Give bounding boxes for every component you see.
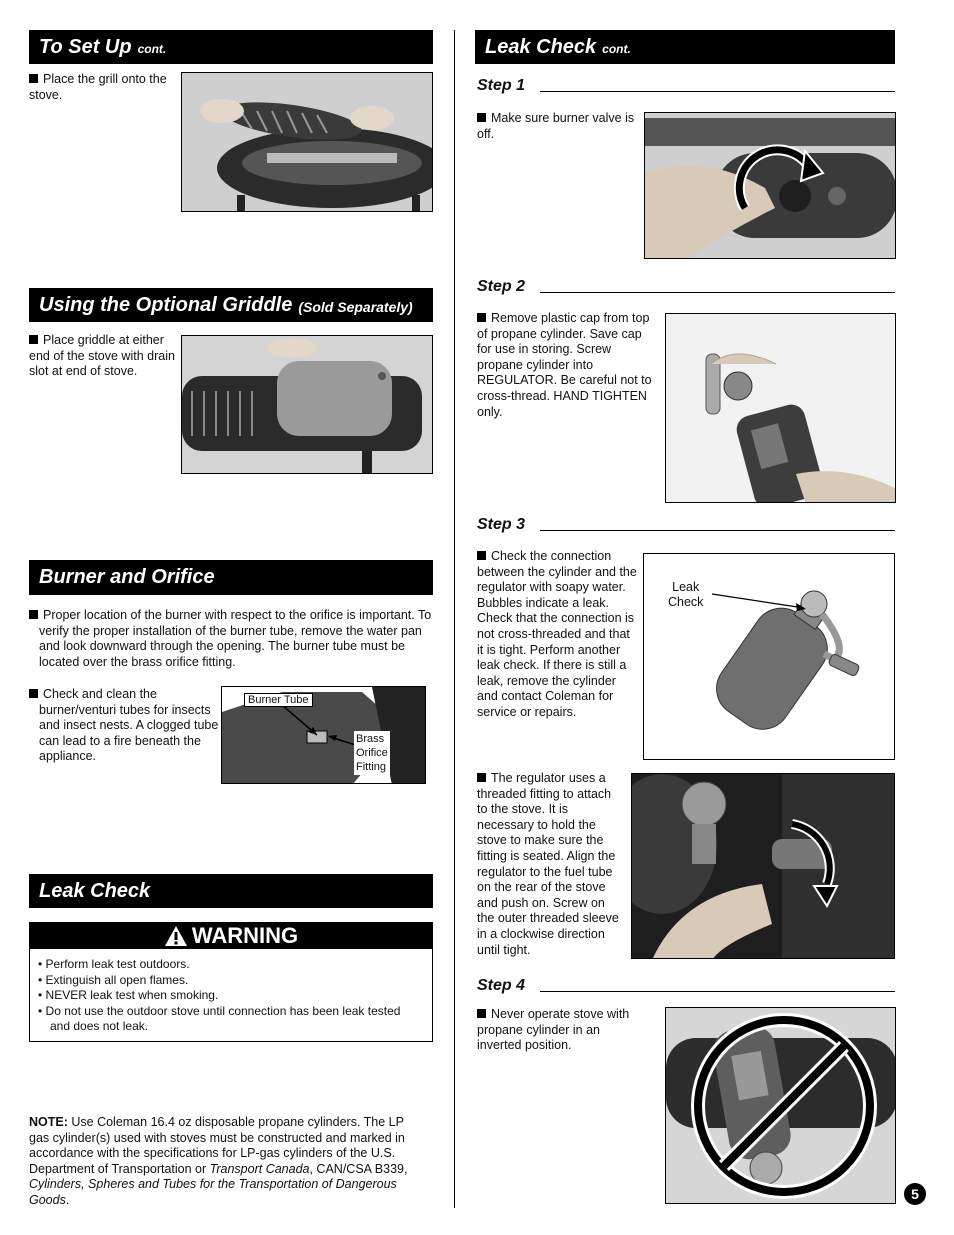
bullet-square-icon xyxy=(29,689,38,698)
leak-check-cont-suffix: cont. xyxy=(602,42,631,56)
step4-label: Step 4 xyxy=(477,977,526,994)
warning-item: • Perform leak test outdoors. xyxy=(38,957,190,971)
step3-label: Step 3 xyxy=(477,516,526,533)
warning-item: • Do not use the outdoor stove until connection has been leak tested and does not leak. xyxy=(38,1003,401,1033)
setup-instruction: Place the grill onto the stove. xyxy=(29,72,167,102)
inverted-cylinder-prohibited-photo xyxy=(665,1007,896,1204)
bullet-square-icon xyxy=(29,610,38,619)
step2-label: Step 2 xyxy=(477,278,526,295)
griddle-title-suffix: (Sold Separately) xyxy=(298,299,413,315)
bullet-square-icon xyxy=(477,313,486,322)
brass-orifice-fitting-label: Brass Orifice Fitting xyxy=(356,733,388,773)
column-divider xyxy=(454,30,455,1208)
griddle-instruction: Place griddle at either end of the stove with drain slot at end of stove. xyxy=(29,333,175,379)
step1-text: Make sure burner valve is off. xyxy=(477,111,635,141)
leak-check-title: Leak Check xyxy=(39,879,151,902)
burner-tube-diagram xyxy=(221,686,426,784)
bullet-square-icon xyxy=(477,773,486,782)
leak-check-diagram xyxy=(643,553,895,760)
page-number: 5 xyxy=(904,1183,926,1205)
bullet-square-icon xyxy=(477,113,486,122)
step2-rule xyxy=(540,292,895,293)
warning-item: • NEVER leak test when smoking. xyxy=(38,988,219,1002)
warning-box xyxy=(29,922,433,1042)
warning-header xyxy=(30,923,432,949)
warning-list xyxy=(30,957,432,1035)
warning-triangle-icon xyxy=(164,925,188,947)
leak-check-callout: Leak Check xyxy=(668,580,704,609)
cylinder-regulator-photo xyxy=(665,313,896,503)
step4-text: Never operate stove with propane cylinder in an inverted position. xyxy=(477,1007,630,1053)
bullet-square-icon xyxy=(477,551,486,560)
griddle-on-stove-photo xyxy=(181,335,433,474)
step1-label: Step 1 xyxy=(477,77,526,94)
bullet-square-icon xyxy=(29,74,38,83)
burner-orifice-title: Burner and Orifice xyxy=(39,566,215,588)
burner-orifice-paragraph: Proper location of the burner with respect to the orifice is important. To verify the proper installation of the burner tube, remove the water pan and look downward through the opening. The burner tube must be located over the brass orifice fitting. xyxy=(29,608,437,670)
setup-heading xyxy=(29,30,433,64)
burner-tube-label: Burner Tube xyxy=(244,693,313,707)
bullet-square-icon xyxy=(477,1009,486,1018)
regulator-attach-text: The regulator uses a threaded fitting to attach to the stove. It is necessary to hold the stove to make sure the fitting is seated. Align the regulator to the fuel tube on the rear of the stove and push on. Screw on the outer threaded sleeve in a clockwise direction until tight. xyxy=(477,771,619,957)
leak-check-cont-title: Leak Check xyxy=(485,35,597,58)
burner-orifice-heading xyxy=(29,560,433,595)
step4-rule xyxy=(540,991,895,992)
leak-check-heading xyxy=(29,874,433,908)
setup-title: To Set Up xyxy=(39,35,132,58)
step3-rule xyxy=(540,530,895,531)
grill-on-stove-photo xyxy=(181,72,433,212)
burner-valve-photo xyxy=(644,112,896,259)
regulator-attach-photo xyxy=(631,773,895,959)
note-label: NOTE: xyxy=(29,1115,68,1129)
note-paragraph: NOTE: Use Coleman 16.4 oz disposable propane cylinders. The LP gas cylinder(s) used with stoves must be constructed and marked in accordance with the specifications for LP-gas cylinders of the U.S. Department of Transportation or Transport Canada, CAN/CSA B339, Cylinders, Spheres and Tubes for the Transportation of Dangerous Goods. xyxy=(29,1115,408,1207)
griddle-title: Using the Optional Griddle xyxy=(39,293,293,316)
setup-title-suffix: cont. xyxy=(137,42,167,56)
burner-clean-paragraph: Check and clean the burner/venturi tubes for insects and insect nests. A clogged tube can lead to a fire beneath the appliance. xyxy=(29,687,225,765)
bullet-square-icon xyxy=(29,335,38,344)
warning-item: • Extinguish all open flames. xyxy=(38,972,189,987)
step1-rule xyxy=(540,91,895,92)
step3-text: Check the connection between the cylinder and the regulator with soapy water. Bubbles indicate a leak. Check that the connection is not cross-threaded and that it is tight. Perform another leak check. If there is still a leak, remove the cylinder and contact Coleman for service or repairs. xyxy=(477,549,637,719)
step2-text: Remove plastic cap from top of propane cylinder. Save cap for use in storing. Screw propane cylinder into REGULATOR. Be careful not to cross-thread. HAND TIGHTEN only. xyxy=(477,311,652,419)
griddle-heading xyxy=(29,288,433,322)
warning-title: WARNING xyxy=(191,923,299,948)
leak-check-cont-heading xyxy=(475,30,895,64)
